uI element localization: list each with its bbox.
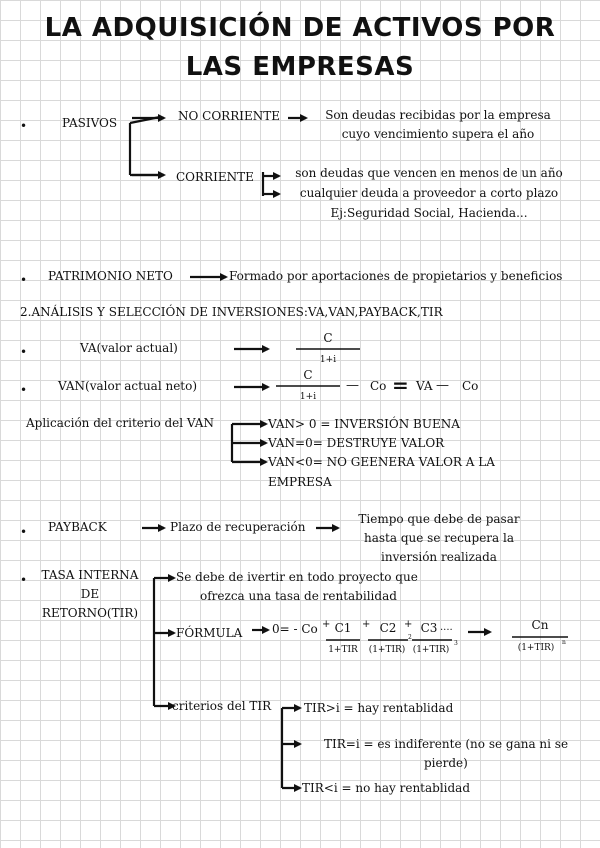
van-minus2: —	[436, 378, 449, 393]
payback-label: PAYBACK	[48, 520, 107, 534]
tir-criterios-label: criterios del TIR	[172, 699, 272, 713]
tir-plus1: +	[322, 619, 331, 630]
van-minus1: —	[346, 378, 359, 393]
payback-middle: Plazo de recuperación	[170, 520, 306, 534]
patrimonio-desc: Formado por aportaciones de propietarios y beneficios	[229, 269, 563, 283]
page-title-line2: LAS EMPRESAS	[185, 52, 415, 82]
criterio-van-label: Aplicación del criterio del VAN	[26, 416, 214, 430]
van-va: VA	[416, 379, 433, 393]
tir-formula-start: 0= - Co	[272, 622, 318, 636]
tir-d3: (1+TIR)	[412, 645, 450, 655]
bullet-van: •	[20, 383, 28, 397]
tir-crit2b: pierde)	[424, 756, 468, 770]
bullet-pasivos: •	[20, 119, 28, 133]
corriente-desc2: cualquier deuda a proveedor a corto plazo	[299, 186, 559, 200]
van-co2: Co	[462, 379, 479, 393]
tir-crit2a: TIR=i = es indiferente (no se gana ni se	[324, 737, 569, 751]
payback-desc3: inversión realizada	[381, 550, 497, 564]
tir-label3: RETORNO(TIR)	[41, 606, 139, 620]
bullet-payback: •	[20, 525, 28, 539]
payback-desc2: hasta que se recupera la	[364, 531, 514, 545]
tir-exp3: 3	[454, 640, 458, 647]
bullet-patrimonio: •	[20, 273, 28, 287]
tir-crit3: TIR<i = no hay rentablidad	[302, 781, 471, 795]
tir-label2: DE	[80, 587, 100, 601]
corriente-desc1: son deudas que vencen en menos de un año	[295, 166, 563, 180]
tir-label1: TASA INTERNA	[41, 568, 139, 582]
va-numerator: C	[323, 331, 333, 345]
van-label: VAN(valor actual neto)	[58, 379, 198, 393]
no-corriente-label: NO CORRIENTE	[178, 109, 281, 123]
payback-desc1: Tiempo que debe de pasar	[358, 512, 520, 526]
tir-desc2: ofrezca una tasa de rentabilidad	[200, 589, 397, 603]
patrimonio-label: PATRIMONIO NETO	[48, 269, 173, 283]
tir-cn: Cn	[531, 618, 549, 632]
corriente-desc3: Ej:Seguridad Social, Hacienda...	[330, 206, 528, 220]
tir-dots: ....	[440, 622, 453, 633]
tir-c2: C2	[379, 621, 397, 635]
van-denominator: 1+i	[299, 392, 317, 402]
van-equals: =	[392, 373, 409, 397]
tir-plus2: +	[362, 619, 371, 630]
tir-desc1: Se debe de ivertir en todo proyecto que	[176, 570, 418, 584]
tir-c3: C3	[420, 621, 438, 635]
pasivos-bracket	[130, 117, 160, 175]
no-corriente-desc1: Son deudas recibidas por la empresa	[325, 108, 551, 122]
criterio-van-opt3b: EMPRESA	[268, 475, 332, 489]
page-title-line1: LA ADQUISICIÓN DE ACTIVOS POR	[44, 13, 556, 43]
section2-heading: 2.ANÁLISIS Y SELECCIÓN DE INVERSIONES:VA,VAN,PAYBACK,TIR	[20, 305, 443, 319]
tir-exp2: 2	[408, 634, 412, 641]
pasivos-label: PASIVOS	[62, 116, 118, 130]
tir-d1: 1+TIR	[328, 645, 358, 655]
tir-crit1: TIR>i = hay rentablidad	[304, 701, 454, 715]
tir-dn: (1+TIR)	[517, 643, 555, 653]
criterio-van-opt1: VAN> 0 = INVERSIÓN BUENA	[268, 417, 460, 431]
va-label: VA(valor actual)	[80, 341, 178, 355]
criterio-van-opt2: VAN=0= DESTRUYE VALOR	[268, 436, 445, 450]
tir-formula-label: FÓRMULA	[176, 626, 243, 640]
no-corriente-desc2: cuyo vencimiento supera el año	[341, 127, 535, 141]
tir-d2: (1+TIR)	[368, 645, 406, 655]
bullet-va: •	[20, 345, 28, 359]
va-denominator: 1+i	[319, 355, 337, 365]
tir-plus3: +	[404, 619, 413, 630]
van-co1: Co	[370, 379, 387, 393]
corriente-label: CORRIENTE	[176, 170, 254, 184]
bullet-tir: •	[20, 573, 28, 587]
van-numerator: C	[303, 368, 313, 382]
criterio-van-opt3a: VAN<0= NO GEENERA VALOR A LA	[268, 455, 495, 469]
tir-c1: C1	[334, 621, 352, 635]
tir-expn: n	[562, 639, 566, 646]
